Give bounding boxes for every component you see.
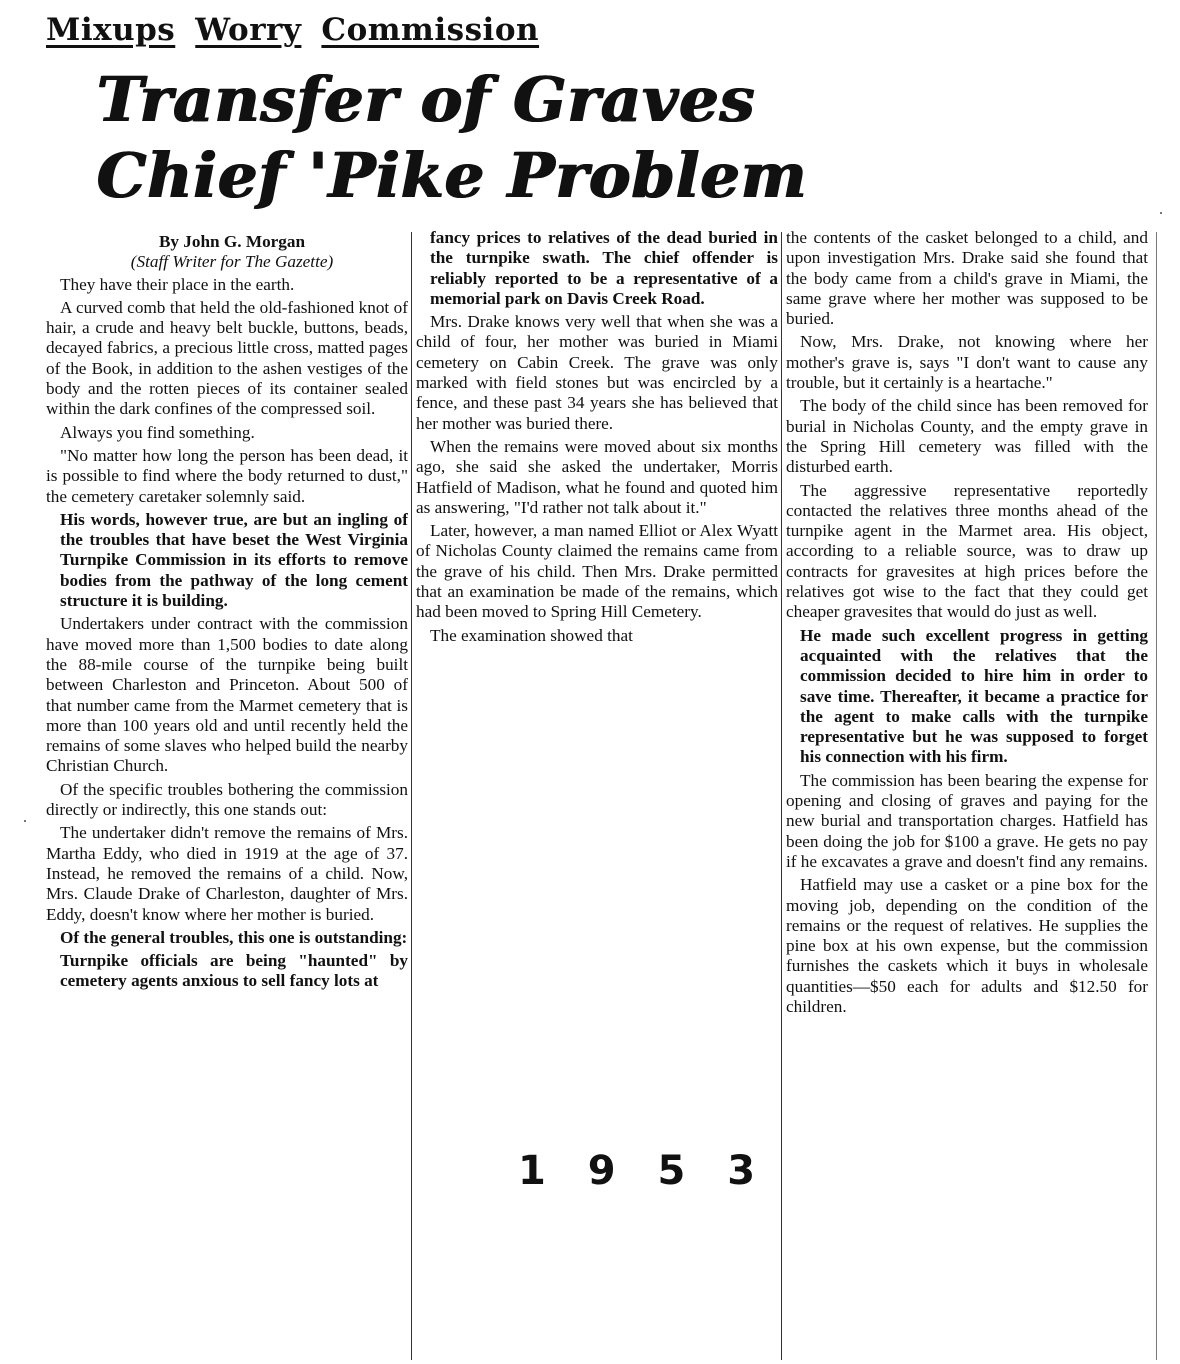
article-paragraph: Of the specific troubles bothering the commission directly or indirectly, this one stands out:	[46, 779, 408, 820]
column-rule	[411, 232, 412, 1360]
article-paragraph: The examination showed that	[430, 625, 633, 645]
article-paragraph: When the remains were moved about six months ago, she said she asked the undertaker, Morris Hatfield of Madison, what he found and quoted him as answering, "I'd rather not talk about it."	[416, 436, 778, 517]
kicker-word: Worry	[195, 12, 302, 48]
article-column-3	[786, 228, 1148, 1364]
article-paragraph: the contents of the casket belonged to a child, and upon investigation Mrs. Drake said she found that the body came from a child's grave in Miami, the same grave where her mother was supposed to be buried.	[786, 228, 1148, 329]
article-paragraph: The commission has been bearing the expense for opening and closing of graves and paying for the new burial and transportation charges. Hatfield has been doing the job for $100 a grave. He gets no pay if he excavates a grave and doesn't find any remains.	[786, 770, 1148, 871]
article-paragraph: Of the general troubles, this one is outstanding:	[60, 927, 408, 947]
article-paragraph: The undertaker didn't remove the remains of Mrs. Martha Eddy, who died in 1919 at the age of 37. Instead, he removed the remains of a child. Now, Mrs. Claude Drake of Charleston, daughter of Mrs. Eddy, doesn't know where her mother is buried.	[46, 823, 408, 924]
article-paragraph: The body of the child since has been removed for burial in Nicholas County, and the empty grave in the Spring Hill cemetery was filled with the disturbed earth.	[786, 396, 1148, 477]
article-paragraph: Mrs. Drake knows very well that when she was a child of four, her mother was buried in Miami cemetery on Cabin Creek. The grave was only marked with field stones but was encircled by a fence, and these past 34 years she has believed that her mother was buried there.	[416, 312, 778, 433]
article-paragraph: They have their place in the earth.	[60, 274, 295, 294]
article-column-2	[416, 228, 778, 868]
article-paragraph: fancy prices to relatives of the dead buried in the turnpike swath. The chief offender is reliably reported to be a representative of a memorial park on Davis Creek Road.	[430, 228, 778, 308]
article-paragraph: Turnpike officials are being "haunted" by cemetery agents anxious to sell fancy lots at	[60, 951, 408, 991]
column-1-body	[46, 275, 408, 992]
scan-speck	[24, 820, 26, 822]
kicker-word: Mixups	[46, 12, 176, 48]
kicker-word: Commission	[321, 12, 540, 48]
scan-speck	[1160, 212, 1162, 214]
headline-line-2: Chief 'Pike Problem	[96, 139, 807, 212]
byline: By John G. Morgan	[158, 232, 306, 251]
column-3-body	[786, 228, 1148, 1017]
article-paragraph: Later, however, a man named Elliot or Alex Wyatt of Nicholas County claimed the remains came from the grave of his child. Then Mrs. Drake permitted that an examination be made of the remains, which had been moved to Spring Hill Cemetery.	[416, 521, 778, 622]
headline-line-1: Transfer of Graves	[96, 63, 755, 136]
byline-credit: (Staff Writer for The Gazette)	[130, 252, 334, 272]
article-paragraph: He made such excellent progress in getting acquainted with the relatives that the commission decided to hire him in order to save time. Thereafter, it became a practice for the agent to make calls with the turnpike representative but he was supposed to forget his connection with his firm.	[800, 625, 1148, 767]
article-paragraph: Now, Mrs. Drake, not knowing where her mother's grave is, says "I don't want to cause any trouble, but it certainly is a heartache."	[786, 332, 1148, 393]
column-rule	[781, 232, 782, 1360]
kicker-headline	[46, 12, 559, 48]
article-paragraph: The aggressive representative reportedly contacted the relatives three months ahead of the turnpike agent in the Marmet area. His object, according to a reliable source, was to draw up contracts for gravesites at high prices before the relatives got wise to the fact that they could get cheaper gravesites that would do just as well.	[786, 480, 1148, 622]
article-paragraph: Hatfield may use a casket or a pine box for the moving job, depending on the condition of the remains or the request of relatives. He supplies the pine box at his own expense, but the commission furnishes the caskets which it buys in wholesale quantities—$50 each for adults and $12.50 for children.	[786, 875, 1148, 1016]
article-column-1	[46, 228, 408, 1364]
column-2-body	[416, 228, 778, 646]
article-paragraph: Always you find something.	[60, 422, 255, 442]
article-paragraph: His words, however true, are but an ingling of the troubles that have beset the West Virginia Turnpike Commission in its efforts to remove bodies from the pathway of the long cement structure it is building.	[60, 509, 408, 611]
year-annotation: 1 9 5 3	[518, 1148, 770, 1194]
column-rule	[1156, 232, 1157, 1360]
headline	[96, 62, 1096, 214]
article-paragraph: "No matter how long the person has been dead, it is possible to find where the body returned to dust," the cemetery caretaker solemnly said.	[46, 445, 408, 506]
article-paragraph: Undertakers under contract with the commission have moved more than 1,500 bodies to date along the 88-mile course of the turnpike being built between Charleston and Princeton. About 500 of that number came from the Marmet cemetery that is more than 100 years old and until recently held the remains of some slaves who helped build the nearby Christian Church.	[46, 614, 408, 776]
article-paragraph: A curved comb that held the old-fashioned knot of hair, a crude and heavy belt buckle, buttons, beads, decayed fabrics, a precious little cross, matted pages of the Book, in addition to the ashen vestiges of the body and the rotten pieces of its container sealed within the dark confines of the compressed soil.	[46, 297, 408, 419]
